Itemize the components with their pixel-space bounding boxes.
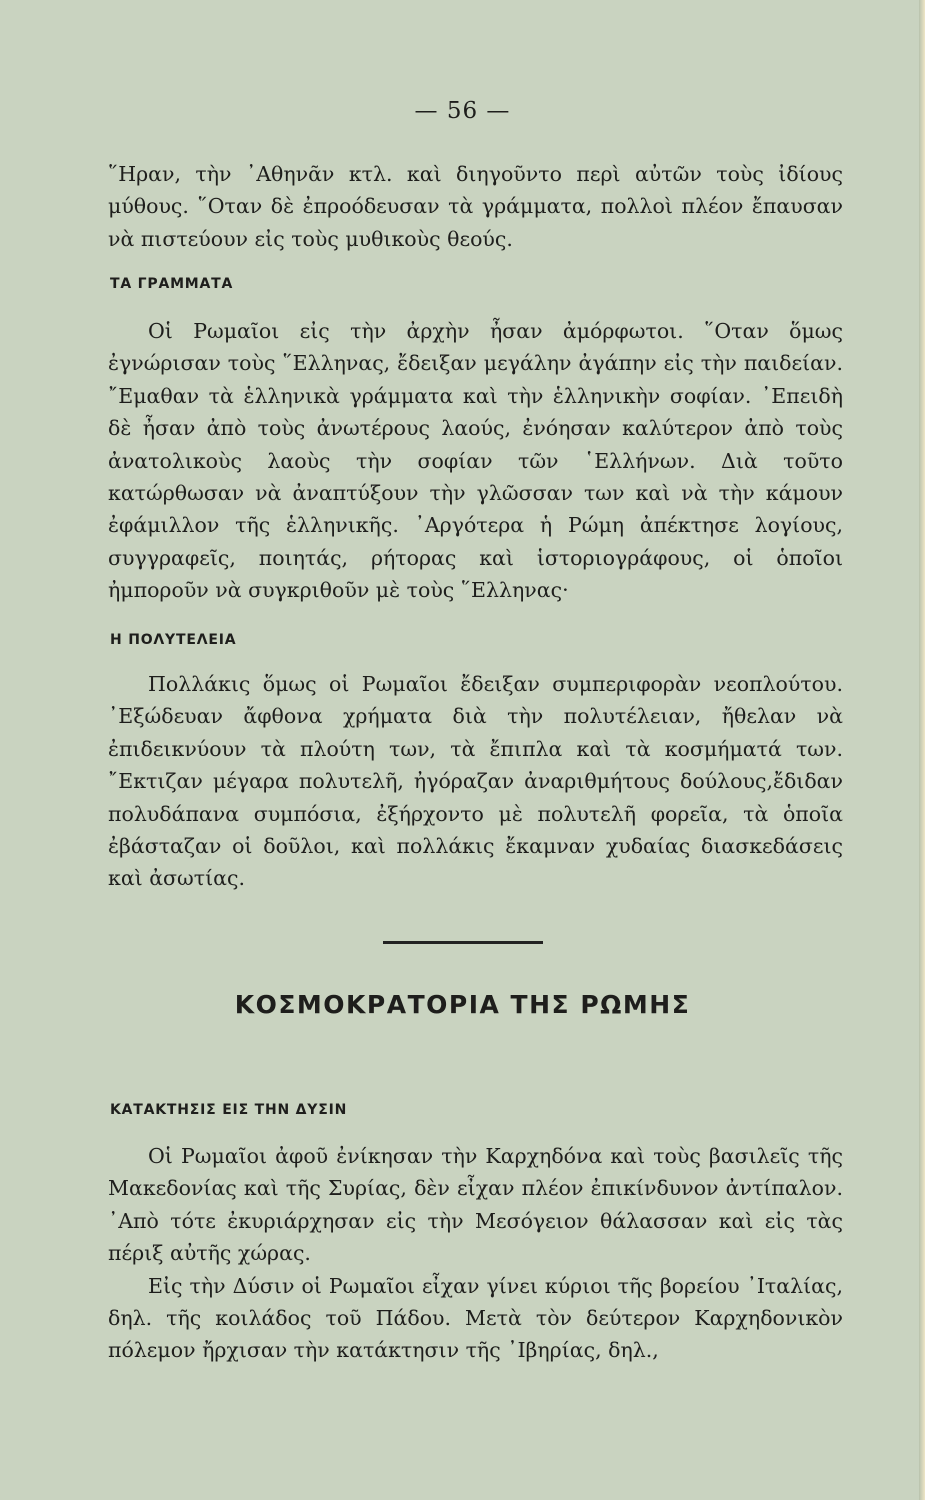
chapter-title: ΚΟΣΜΟΚΡΑΤΟΡΙΑ ΤΗΣ ΡΩΜΗΣ bbox=[234, 990, 691, 1019]
polyteleia-paragraph: Πολλάκις ὅμως οἱ Ρωμαῖοι ἔδειξαν συμπεριφορὰν νεοπλούτου. ᾿Εξώδευαν ἄφθονα χρήματα διὰ τὴν πολυτέλειαν, ἤθελαν νὰ ἐπιδεικνύουν τὰ πλούτη των, τὰ ἔπιπλα καὶ τὰ κοσμήματά των. ῎Εκτιζαν μέγαρα πολυτελῆ, ἠγόραζαν ἀναριθμήτους δούλους,ἔδιδαν πολυδάπανα συμπόσια, ἐξήρχοντο μὲ πολυτελῆ φορεῖα, τὰ ὁποῖα ἐβάσταζαν οἱ δοῦλοι, καὶ πολλάκις ἔκαμναν χυδαίας διασκεδάσεις καὶ ἀσωτίας. bbox=[108, 672, 843, 891]
page-edge bbox=[919, 0, 925, 1500]
page-number: — 56 — bbox=[414, 98, 511, 124]
section-heading-grammata: ΤΑ ΓΡΑΜΜΑΤΑ bbox=[110, 276, 234, 292]
katakthseis-paragraph-1: Οἱ Ρωμαῖοι ἀφοῦ ἐνίκησαν τὴν Καρχηδόνα καὶ τοὺς βασιλεῖς τῆς Μακεδονίας καὶ τῆς Συρίας, δὲν εἶχαν πλέον ἐπικίνδυνον ἀντίπαλον. ᾿Απὸ τότε ἐκυριάρχησαν εἰς τὴν Μεσόγειον θάλασσαν καὶ εἰς τὰς πέριξ αὐτῆς χώρας. bbox=[108, 1144, 843, 1266]
polyteleia-paragraph-block bbox=[108, 668, 843, 895]
section-heading-katakthseis: ΚΑΤΑΚΤΗΣΙΣ ΕΙΣ ΤΗΝ ΔΥΣΙΝ bbox=[110, 1102, 348, 1118]
katakthseis-paragraph-2: Εἰς τὴν Δύσιν οἱ Ρωμαῖοι εἶχαν γίνει κύριοι τῆς βορείου ᾿Ιταλίας, δηλ. τῆς κοιλάδος τοῦ Πάδου. Μετὰ τὸν δεύτερον Καρχηδονικὸν πόλεμον ἤρχισαν τὴν κατάκτησιν τῆς ᾿Ιβηρίας, δηλ., bbox=[108, 1273, 843, 1363]
section-divider bbox=[383, 941, 543, 944]
opening-paragraph: ῞Ηραν, τὴν ᾿Αθηνᾶν κτλ. καὶ διηγοῦντο περὶ αὐτῶν τοὺς ἰδίους μύθους. ῞Οταν δὲ ἐπροόδευσαν τὰ γράμματα, πολλοὶ πλέον ἔπαυσαν νὰ πιστεύουν εἰς τοὺς μυθικοὺς θεούς. bbox=[108, 162, 843, 251]
opening-paragraph-block bbox=[108, 158, 843, 255]
katakthseis-paragraph-block bbox=[108, 1140, 843, 1367]
section-heading-polyteleia: Η ΠΟΛΥΤΕΛΕΙΑ bbox=[110, 632, 237, 648]
grammata-paragraph-block bbox=[108, 315, 843, 607]
grammata-paragraph: Οἱ Ρωμαῖοι εἰς τὴν ἀρχὴν ἦσαν ἀμόρφωτοι. ῞Οταν ὅμως ἐγνώρισαν τοὺς ῞Ελληνας, ἔδειξαν μεγάλην ἀγάπην εἰς τὴν παιδείαν. ῎Εμαθαν τὰ ἑλληνικὰ γράμματα καὶ τὴν ἑλληνικὴν σοφίαν. ᾿Επειδὴ δὲ ἦσαν ἀπὸ τοὺς ἀνωτέρους λαούς, ἐνόησαν καλύτερον ἀπὸ τοὺς ἀνατολικοὺς λαοὺς τὴν σοφίαν τῶν ῾Ελλήνων. Διὰ τοῦτο κατώρθωσαν νὰ ἀναπτύξουν τὴν γλῶσσαν των καὶ νὰ τὴν κάμουν ἐφάμιλλον τῆς ἑλληνικῆς. ᾿Αργότερα ἡ Ρώμη ἀπέκτησε λογίους, συγγραφεῖς, ποιητάς, ρήτορας καὶ ἱστοριογράφους, οἱ ὁποῖοι ἠμποροῦν νὰ συγκριθοῦν μὲ τοὺς ῞Ελληνας· bbox=[108, 319, 843, 603]
